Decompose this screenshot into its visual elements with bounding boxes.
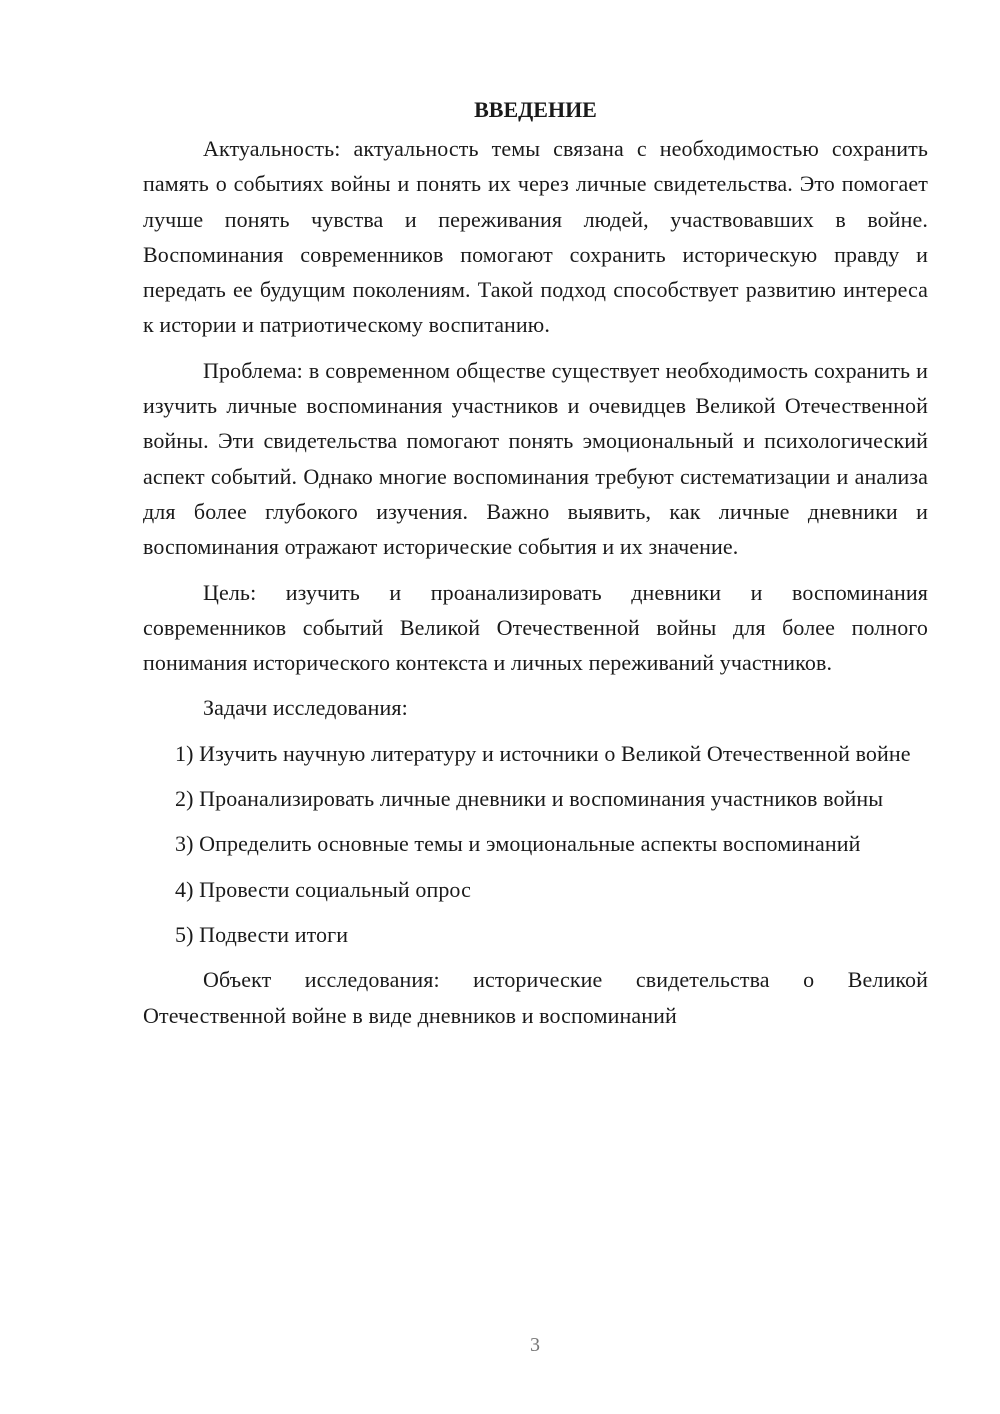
list-item: 3) Определить основные темы и эмоциональные аспекты воспоминаний bbox=[175, 831, 861, 857]
tasks-list bbox=[143, 736, 928, 952]
goal-paragraph: Цель: изучить и проанализировать дневники и воспоминания современников событий Великой Отечественной войны для более полного понимания исторического контекста и личных переживаний участников. bbox=[143, 579, 928, 676]
list-item: 4) Провести социальный опрос bbox=[175, 876, 471, 902]
document-page bbox=[143, 92, 928, 1043]
problem-paragraph: Проблема: в современном обществе существует необходимость сохранить и изучить личные воспоминания участников и очевидцев Великой Отечественной войны. Эти свидетельства помогают понять эмоциональный и психологический аспект событий. Однако многие воспоминания требуют систематизации и анализа для более глубокого изучения. Важно выявить, как личные дневники и воспоминания отражают исторические события и их значение. bbox=[143, 357, 928, 560]
relevance-paragraph: Актуальность: актуальность темы связана с необходимостью сохранить память о событиях войны и понять их через личные свидетельства. Это помогает лучше понять чувства и переживания людей, участвовавших в войне. Воспоминания современников помогают сохранить историческую правду и передать ее будущим поколениям. Такой подход способствует развитию интереса к истории и патриотическому воспитанию. bbox=[143, 136, 928, 338]
page-number: 3 bbox=[530, 1334, 540, 1356]
tasks-heading: Задачи исследования: bbox=[203, 695, 408, 721]
list-item: 2) Проанализировать личные дневники и воспоминания участников войны bbox=[175, 786, 884, 812]
list-item: 1) Изучить научную литературу и источники о Великой Отечественной войне bbox=[175, 740, 911, 766]
object-paragraph: Объект исследования: исторические свидетельства о Великой Отечественной войне в виде дневников и воспоминаний bbox=[143, 967, 928, 1028]
list-item: 5) Подвести итоги bbox=[175, 921, 349, 947]
page-title: ВВЕДЕНИЕ bbox=[474, 97, 597, 122]
